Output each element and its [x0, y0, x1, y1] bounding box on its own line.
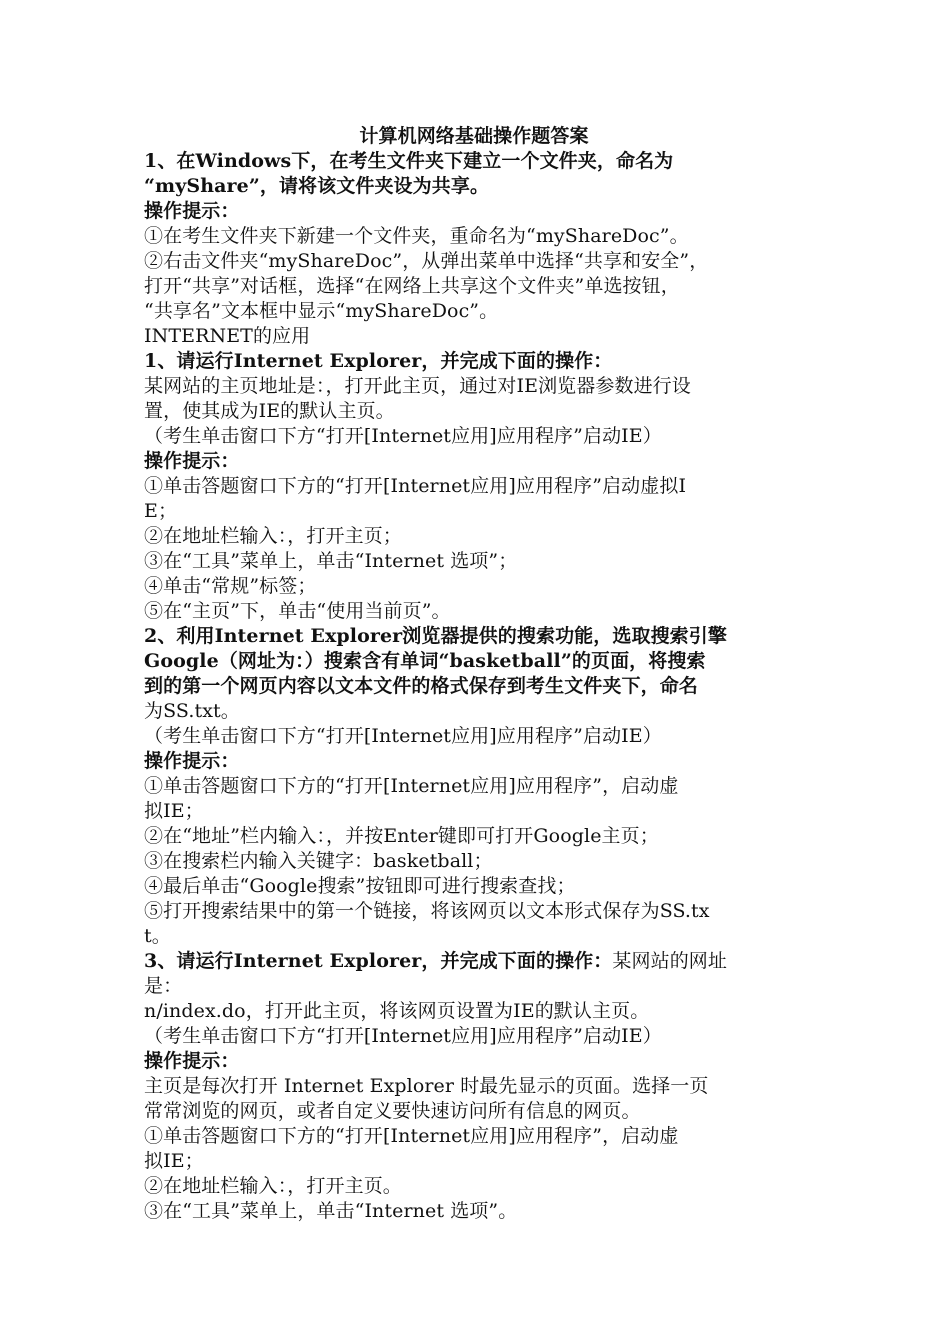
text-line: 打开“共享”对话框，选择“在网络上共享这个文件夹”单选按钮，	[144, 275, 680, 297]
text-line: 到的第一个网页内容以文本文件的格式保存到考生文件夹下，命名	[144, 675, 698, 697]
text-line: 2、利用Internet Explorer浏览器提供的搜索功能，选取搜索引擎	[144, 625, 727, 647]
text-line: ④单击“常规”标签；	[144, 575, 317, 597]
text-line: ②在“地址”栏内输入：，并按Enter键即可打开Google主页；	[144, 825, 659, 847]
text-line: 操作提示：	[144, 200, 240, 222]
text-line: 操作提示：	[144, 450, 240, 472]
text-line: 主页是每次打开 Internet Explorer 时最先显示的页面。选择一页	[144, 1075, 709, 1097]
text-line: 操作提示：	[144, 1050, 240, 1072]
text-line: t。	[144, 925, 171, 947]
text-line: ②右击文件夹“myShareDoc”，从弹出菜单中选择“共享和安全”，	[144, 250, 709, 272]
text-line: “myShare”，请将该文件夹设为共享。	[144, 175, 490, 197]
text-line: “共享名”文本框中显示“myShareDoc”。	[144, 300, 499, 322]
regular-text: 某网站的网址	[612, 950, 727, 972]
text-line: ④最后单击“Google搜索”按钮即可进行搜索查找；	[144, 875, 576, 897]
text-line: （考生单击窗口下方“打开[Internet应用]应用程序”启动IE）	[144, 725, 662, 747]
text-line: ①在考生文件夹下新建一个文件夹，重命名为“myShareDoc”。	[144, 225, 689, 247]
text-line: 1、在Windows下，在考生文件夹下建立一个文件夹，命名为	[144, 150, 674, 172]
text-line: 操作提示：	[144, 750, 240, 772]
document-lines	[144, 149, 824, 1224]
text-line: ①单击答题窗口下方的“打开[Internet应用]应用程序”启动虚拟I	[144, 475, 687, 497]
text-line: 某网站的主页地址是：，打开此主页，通过对IE浏览器参数进行设	[144, 375, 691, 397]
text-line: ③在“工具”菜单上，单击“Internet 选项”。	[144, 1200, 518, 1222]
text-line: ⑤打开搜索结果中的第一个链接，将该网页以文本形式保存为SS.tx	[144, 900, 710, 922]
text-line: ②在地址栏输入：，打开主页；	[144, 525, 402, 547]
document-body	[144, 124, 824, 1224]
text-line: 拟IE；	[144, 1150, 204, 1172]
text-line: E；	[144, 500, 178, 522]
document-title: 计算机网络基础操作题答案	[359, 125, 589, 147]
text-line: ①单击答题窗口下方的“打开[Internet应用]应用程序”，启动虚	[144, 775, 679, 797]
text-line: 置，使其成为IE的默认主页。	[144, 400, 395, 422]
text-line: ⑤在“主页”下，单击“使用当前页”。	[144, 600, 451, 622]
text-line: ①单击答题窗口下方的“打开[Internet应用]应用程序”，启动虚	[144, 1125, 679, 1147]
text-line: 1、请运行Internet Explorer，并完成下面的操作：	[144, 350, 613, 372]
text-line: ②在地址栏输入：，打开主页。	[144, 1175, 402, 1197]
text-line: ③在“工具”菜单上，单击“Internet 选项”；	[144, 550, 518, 572]
text-line	[144, 949, 824, 974]
text-line: （考生单击窗口下方“打开[Internet应用]应用程序”启动IE）	[144, 425, 662, 447]
text-line: 常常浏览的网页，或者自定义要快速访问所有信息的网页。	[144, 1100, 641, 1122]
text-line: 是：	[144, 975, 183, 997]
text-line: INTERNET的应用	[144, 325, 311, 347]
text-line: n/index.do，打开此主页，将该网页设置为IE的默认主页。	[144, 1000, 650, 1022]
text-line: Google（网址为：）搜索含有单词“basketball”的页面，将搜索	[144, 650, 706, 672]
text-line: 为SS.txt。	[144, 700, 240, 722]
text-line: （考生单击窗口下方“打开[Internet应用]应用程序”启动IE）	[144, 1025, 662, 1047]
bold-text: 3、请运行Internet Explorer，并完成下面的操作：	[144, 950, 613, 972]
text-line: 拟IE；	[144, 800, 204, 822]
text-line: ③在搜索栏内输入关键字：basketball；	[144, 850, 493, 872]
